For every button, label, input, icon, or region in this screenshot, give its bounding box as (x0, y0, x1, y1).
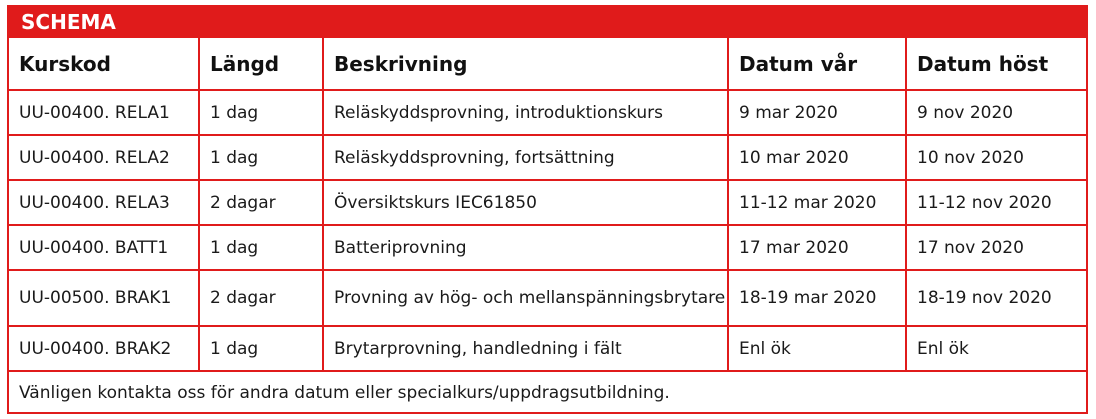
autumn-date-cell: 18-19 nov 2020 (906, 270, 1086, 326)
autumn-date-cell: 11-12 nov 2020 (906, 180, 1086, 225)
schedule-title: SCHEMA (9, 7, 1086, 38)
footer-note: Vänligen kontakta oss för andra datum eller specialkurs/uppdragsutbildning. (9, 371, 1086, 414)
course-code-cell: UU-00500. BRAK1 (9, 270, 199, 326)
schedule-table-frame (7, 5, 1088, 414)
autumn-date-cell: 10 nov 2020 (906, 135, 1086, 180)
length-cell: 2 dagar (199, 180, 323, 225)
spring-date-cell: Enl ök (728, 326, 906, 371)
length-cell: 1 dag (199, 326, 323, 371)
description-cell: Översiktskurs IEC61850 (323, 180, 728, 225)
description-cell: Brytarprovning, handledning i fält (323, 326, 728, 371)
course-code-cell: UU-00400. BATT1 (9, 225, 199, 270)
table-row (9, 326, 1086, 371)
column-header-length: Längd (199, 38, 323, 90)
column-header-description: Beskrivning (323, 38, 728, 90)
course-code-cell: UU-00400. RELA3 (9, 180, 199, 225)
table-row (9, 180, 1086, 225)
table-row (9, 90, 1086, 135)
table-row (9, 135, 1086, 180)
spring-date-cell: 18-19 mar 2020 (728, 270, 906, 326)
description-cell: Reläskyddsprovning, fortsättning (323, 135, 728, 180)
footer-row (9, 371, 1086, 414)
length-cell: 1 dag (199, 225, 323, 270)
schedule-table (9, 38, 1086, 414)
table-row (9, 225, 1086, 270)
column-header-date-spring: Datum vår (728, 38, 906, 90)
autumn-date-cell: 17 nov 2020 (906, 225, 1086, 270)
table-row (9, 270, 1086, 326)
spring-date-cell: 9 mar 2020 (728, 90, 906, 135)
length-cell: 1 dag (199, 135, 323, 180)
course-code-cell: UU-00400. RELA2 (9, 135, 199, 180)
course-code-cell: UU-00400. BRAK2 (9, 326, 199, 371)
column-header-course-code: Kurskod (9, 38, 199, 90)
autumn-date-cell: 9 nov 2020 (906, 90, 1086, 135)
spring-date-cell: 11-12 mar 2020 (728, 180, 906, 225)
spring-date-cell: 17 mar 2020 (728, 225, 906, 270)
spring-date-cell: 10 mar 2020 (728, 135, 906, 180)
autumn-date-cell: Enl ök (906, 326, 1086, 371)
length-cell: 2 dagar (199, 270, 323, 326)
description-cell: Provning av hög- och mellanspänningsbrytare (323, 270, 728, 326)
course-code-cell: UU-00400. RELA1 (9, 90, 199, 135)
column-header-date-autumn: Datum höst (906, 38, 1086, 90)
description-cell: Batteriprovning (323, 225, 728, 270)
length-cell: 1 dag (199, 90, 323, 135)
header-row (9, 38, 1086, 90)
description-cell: Reläskyddsprovning, introduktionskurs (323, 90, 728, 135)
